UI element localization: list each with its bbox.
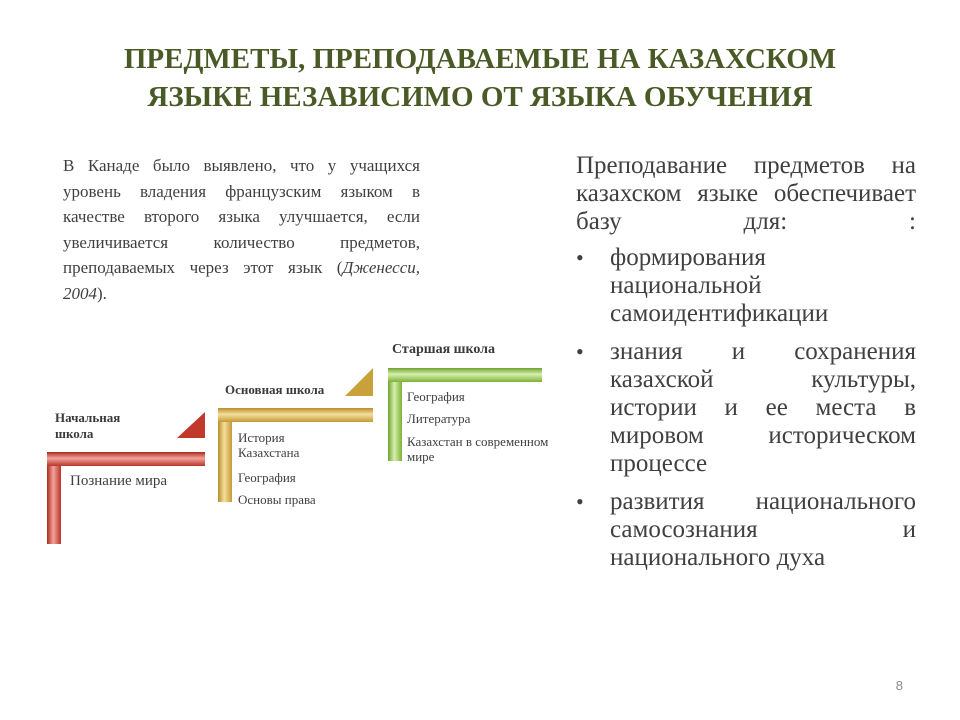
subject-item: География: [407, 389, 465, 404]
slide-title-line-2: ЯЗЫКЕ НЕЗАВИСИМО ОТ ЯЗЫКА ОБУЧЕНИЯ: [147, 81, 813, 113]
stage-label-senior: Старшая школа: [392, 342, 496, 357]
subject-item: Казахстан в современном мире: [407, 434, 549, 464]
paragraph-main-text: В Канаде было выявлено, что у учащихся уровень владения французским языком в качестве второго языка улучшается, если увеличивается количество предметов, преподаваемых через этот язык (: [63, 156, 420, 277]
benefit-text: развития национального самосознания и национального духа: [610, 488, 916, 571]
bullet-marker: •: [576, 245, 584, 270]
bullet-marker: •: [576, 339, 584, 364]
benefits-block: [576, 152, 916, 582]
citation: Дженесси, 2004: [63, 258, 420, 303]
stage-label-basic: Основная школа: [225, 382, 325, 397]
subject-item: Основы права: [238, 492, 316, 507]
bullet-marker: •: [576, 489, 584, 514]
benefit-item: [576, 488, 916, 572]
subject-item: Познание мира: [70, 473, 168, 489]
benefit-text: формирования национальной самоидентификации: [610, 244, 829, 327]
subject-item: География: [238, 470, 296, 485]
stage-label-primary: Начальная школа: [55, 410, 121, 441]
slide-title-line-1: ПРЕДМЕТЫ, ПРЕПОДАВАЕМЫЕ НА КАЗАХСКОМ: [123, 43, 837, 75]
benefits-intro: Преподавание предметов на казахском языке обеспечивает базу для: :: [576, 152, 916, 235]
paragraph-end: ).: [97, 283, 107, 303]
slide-title: [40, 40, 920, 116]
benefit-text: знания и сохранения казахской культуры, истории и ее места в мировом историческом процессе: [610, 338, 916, 477]
subject-item: История Казахстана: [238, 430, 300, 460]
subject-item: Литература: [407, 411, 471, 426]
benefit-item: [576, 338, 916, 478]
benefits-list: [576, 244, 916, 572]
page-number: 8: [895, 678, 903, 693]
benefit-item: [576, 244, 916, 328]
canada-research-paragraph: [63, 153, 420, 306]
